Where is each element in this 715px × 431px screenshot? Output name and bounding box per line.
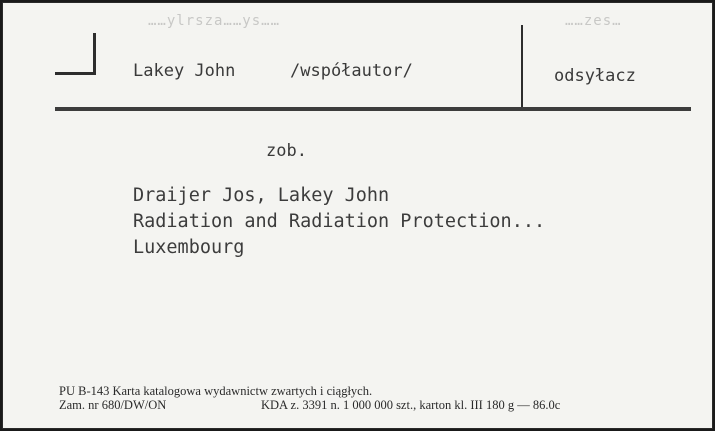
header-ghost-text-left: ……ylrsza……ys…… — [148, 13, 281, 29]
author-name: Lakey John — [133, 61, 236, 81]
footer-order-number: Zam. nr 680/DW/ON — [59, 398, 167, 412]
reference-line: Draijer Jos, Lakey John — [133, 185, 390, 206]
author-role: /współautor/ — [290, 61, 413, 81]
reference-line: Radiation and Radiation Protection... — [133, 211, 546, 232]
heading-rule — [55, 107, 691, 111]
footer-print-info: KDA z. 3391 n. 1 000 000 szt., karton kl. III 180 g — 86.0c — [261, 398, 561, 412]
card-type-label: odsyłacz — [554, 66, 636, 86]
corner-mark-vertical — [93, 33, 96, 75]
corner-mark-horizontal — [55, 72, 96, 75]
catalog-card — [2, 2, 713, 429]
column-divider — [521, 25, 523, 110]
footer-print-line-1: PU B-143 Karta katalogowa wydawnictw zwartych i ciągłych. — [59, 384, 373, 398]
header-ghost-text-right: ……zes… — [565, 13, 622, 29]
see-reference-label: zob. — [266, 141, 307, 161]
reference-line: Luxembourg — [133, 237, 245, 258]
